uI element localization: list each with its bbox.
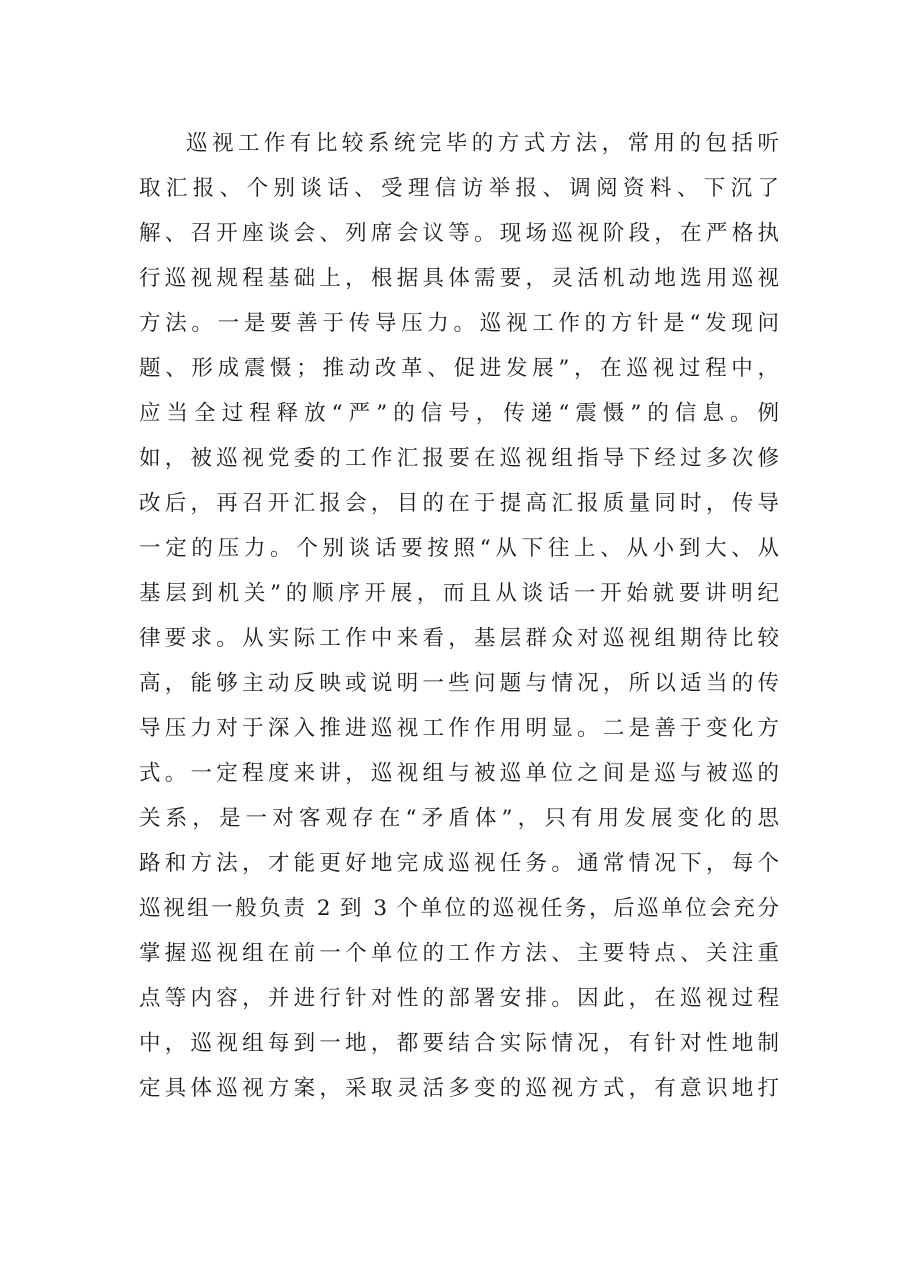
- paragraph-line: 巡视组一般负责 2 到 3 个单位的巡视任务，后巡单位会充分: [139, 896, 779, 921]
- paragraph-line: 一定的压力。个别谈话要按照“从下往上、从小到大、从: [139, 536, 779, 561]
- paragraph-line: 取汇报、个别谈话、受理信访举报、调阅资料、下沉了: [139, 176, 779, 201]
- body-paragraph: [139, 121, 779, 1111]
- paragraph-line: 式。一定程度来讲，巡视组与被巡单位之间是巡与被巡的: [139, 761, 779, 786]
- paragraph-line: 关系，是一对客观存在“矛盾体”，只有用发展变化的思: [139, 806, 779, 831]
- paragraph-line: 题、形成震慑；推动改革、促进发展”，在巡视过程中，: [139, 356, 779, 381]
- paragraph-line: 解、召开座谈会、列席会议等。现场巡视阶段，在严格执: [139, 221, 779, 246]
- paragraph-line: 行巡视规程基础上，根据具体需要，灵活机动地选用巡视: [139, 266, 779, 291]
- paragraph-line: 高，能够主动反映或说明一些问题与情况，所以适当的传: [139, 671, 779, 696]
- paragraph-line: 改后，再召开汇报会，目的在于提高汇报质量同时，传导: [139, 491, 779, 516]
- paragraph-line: 方法。一是要善于传导压力。巡视工作的方针是“发现问: [139, 311, 779, 336]
- paragraph-line: 路和方法，才能更好地完成巡视任务。通常情况下，每个: [139, 851, 779, 876]
- paragraph-line: 点等内容，并进行针对性的部署安排。因此，在巡视过程: [139, 986, 779, 1011]
- paragraph-line: 掌握巡视组在前一个单位的工作方法、主要特点、关注重: [139, 941, 779, 966]
- paragraph-line: 巡视工作有比较系统完毕的方式方法，常用的包括听: [186, 131, 779, 156]
- paragraph-line: 基层到机关”的顺序开展，而且从谈话一开始就要讲明纪: [139, 581, 779, 606]
- paragraph-line: 中，巡视组每到一地，都要结合实际情况，有针对性地制: [139, 1031, 779, 1056]
- paragraph-line: 如，被巡视党委的工作汇报要在巡视组指导下经过多次修: [139, 446, 779, 471]
- paragraph-line: 定具体巡视方案，采取灵活多变的巡视方式，有意识地打: [139, 1076, 779, 1101]
- paragraph-line: 律要求。从实际工作中来看，基层群众对巡视组期待比较: [139, 626, 779, 651]
- paragraph-line: 导压力对于深入推进巡视工作作用明显。二是善于变化方: [139, 716, 779, 741]
- paragraph-line: 应当全过程释放“严”的信号，传递“震慑”的信息。例: [139, 401, 779, 426]
